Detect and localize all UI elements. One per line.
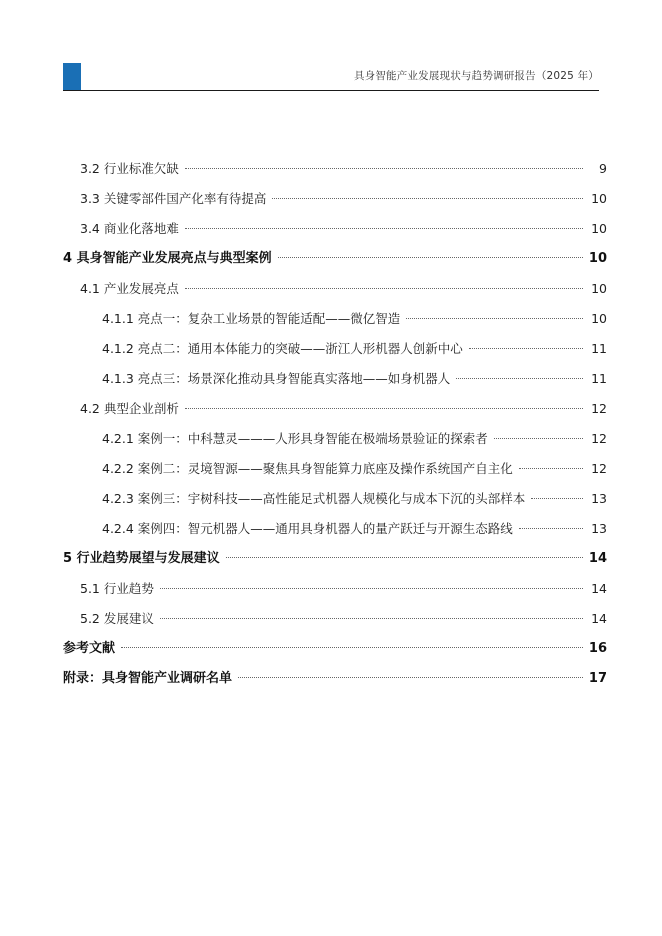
- toc-entry-page: 10: [591, 221, 607, 236]
- toc-leader-dots: [456, 378, 583, 379]
- toc-entry-page: 10: [591, 311, 607, 326]
- toc-leader-dots: [494, 438, 583, 439]
- toc-entry-page: 16: [588, 641, 607, 656]
- toc-leader-dots: [160, 588, 583, 589]
- toc-entry[interactable]: [80, 154, 607, 184]
- toc-entry-title: 4.2.3 案例三：宇树科技——高性能足式机器人规模化与成本下沉的头部样本: [102, 491, 526, 506]
- toc-entry-title: 附录：具身智能产业调研名单: [63, 671, 233, 686]
- toc-entry-page: 14: [591, 581, 607, 596]
- toc-entry[interactable]: [102, 514, 607, 544]
- toc-entry-page: 13: [591, 491, 607, 506]
- toc-chapter-entry[interactable]: [63, 544, 607, 574]
- toc-entry[interactable]: [102, 484, 607, 514]
- toc-entry-title: 3.2 行业标准欠缺: [80, 161, 179, 176]
- header-rule: [63, 90, 599, 91]
- toc-leader-dots: [519, 528, 583, 529]
- toc-entry-page: 11: [591, 371, 607, 386]
- toc-entry-title: 3.3 关键零部件国产化率有待提高: [80, 191, 267, 206]
- header-accent-block: [63, 63, 81, 91]
- toc-leader-dots: [226, 557, 583, 558]
- toc-leader-dots: [238, 677, 583, 678]
- toc-entry-page: 12: [591, 401, 607, 416]
- toc-entry-title: 4.2.2 案例二：灵境智源——聚焦具身智能算力底座及操作系统国产自主化: [102, 461, 513, 476]
- toc-entry-page: 13: [591, 521, 607, 536]
- toc-leader-dots: [406, 318, 583, 319]
- toc-leader-dots: [272, 198, 583, 199]
- toc-entry[interactable]: [102, 334, 607, 364]
- toc-entry-title: 5.2 发展建议: [80, 611, 154, 626]
- toc-entry-title: 5 行业趋势展望与发展建议: [63, 551, 220, 566]
- toc-leader-dots: [160, 618, 583, 619]
- toc-entry-title: 4.2.1 案例一：中科慧灵———人形具身智能在极端场景验证的探索者: [102, 431, 488, 446]
- toc-entry-title: 4.2 典型企业剖析: [80, 401, 179, 416]
- toc-entry-page: 9: [599, 161, 607, 176]
- toc-entry-page: 10: [591, 281, 607, 296]
- toc-entry-title: 3.4 商业化落地难: [80, 221, 179, 236]
- running-header-title: 具身智能产业发展现状与趋势调研报告（2025 年）: [353, 70, 599, 82]
- toc-entry-title: 4 具身智能产业发展亮点与典型案例: [63, 251, 272, 266]
- toc-entry[interactable]: [80, 184, 607, 214]
- toc-entry[interactable]: [80, 604, 607, 634]
- toc-leader-dots: [185, 408, 583, 409]
- toc-entry[interactable]: [80, 394, 607, 424]
- toc-leader-dots: [469, 348, 583, 349]
- toc-entry-title: 4.2.4 案例四：智元机器人——通用具身机器人的量产跃迁与开源生态路线: [102, 521, 513, 536]
- toc-entry-page: 10: [588, 251, 607, 266]
- toc-entry-title: 4.1.3 亮点三：场景深化推动具身智能真实落地——如身机器人: [102, 371, 451, 386]
- toc-leader-dots: [278, 257, 583, 258]
- toc-entry-title: 4.1.1 亮点一：复杂工业场景的智能适配——微亿智造: [102, 311, 401, 326]
- toc-chapter-entry[interactable]: [63, 634, 607, 664]
- toc-leader-dots: [185, 288, 583, 289]
- toc-leader-dots: [185, 168, 583, 169]
- toc-entry[interactable]: [80, 574, 607, 604]
- toc-entry[interactable]: [80, 214, 607, 244]
- toc-chapter-entry[interactable]: [63, 664, 607, 694]
- toc-chapter-entry[interactable]: [63, 244, 607, 274]
- toc-leader-dots: [121, 647, 583, 648]
- toc-entry-page: 14: [591, 611, 607, 626]
- toc-entry-title: 5.1 行业趋势: [80, 581, 154, 596]
- toc-entry[interactable]: [102, 304, 607, 334]
- toc-entry-page: 12: [591, 461, 607, 476]
- toc-leader-dots: [185, 228, 583, 229]
- toc-entry-title: 参考文献: [63, 641, 116, 656]
- toc-entry[interactable]: [102, 364, 607, 394]
- toc-entry-page: 12: [591, 431, 607, 446]
- toc-entry[interactable]: [102, 454, 607, 484]
- toc-entry[interactable]: [102, 424, 607, 454]
- toc-entry-page: 17: [588, 671, 607, 686]
- toc-leader-dots: [519, 468, 583, 469]
- toc-entry-title: 4.1.2 亮点二：通用本体能力的突破——浙江人形机器人创新中心: [102, 341, 463, 356]
- toc-entry-page: 11: [591, 341, 607, 356]
- toc-entry-page: 14: [588, 551, 607, 566]
- toc-entry[interactable]: [80, 274, 607, 304]
- toc-leader-dots: [531, 498, 583, 499]
- toc-entry-title: 4.1 产业发展亮点: [80, 281, 179, 296]
- toc-entry-page: 10: [591, 191, 607, 206]
